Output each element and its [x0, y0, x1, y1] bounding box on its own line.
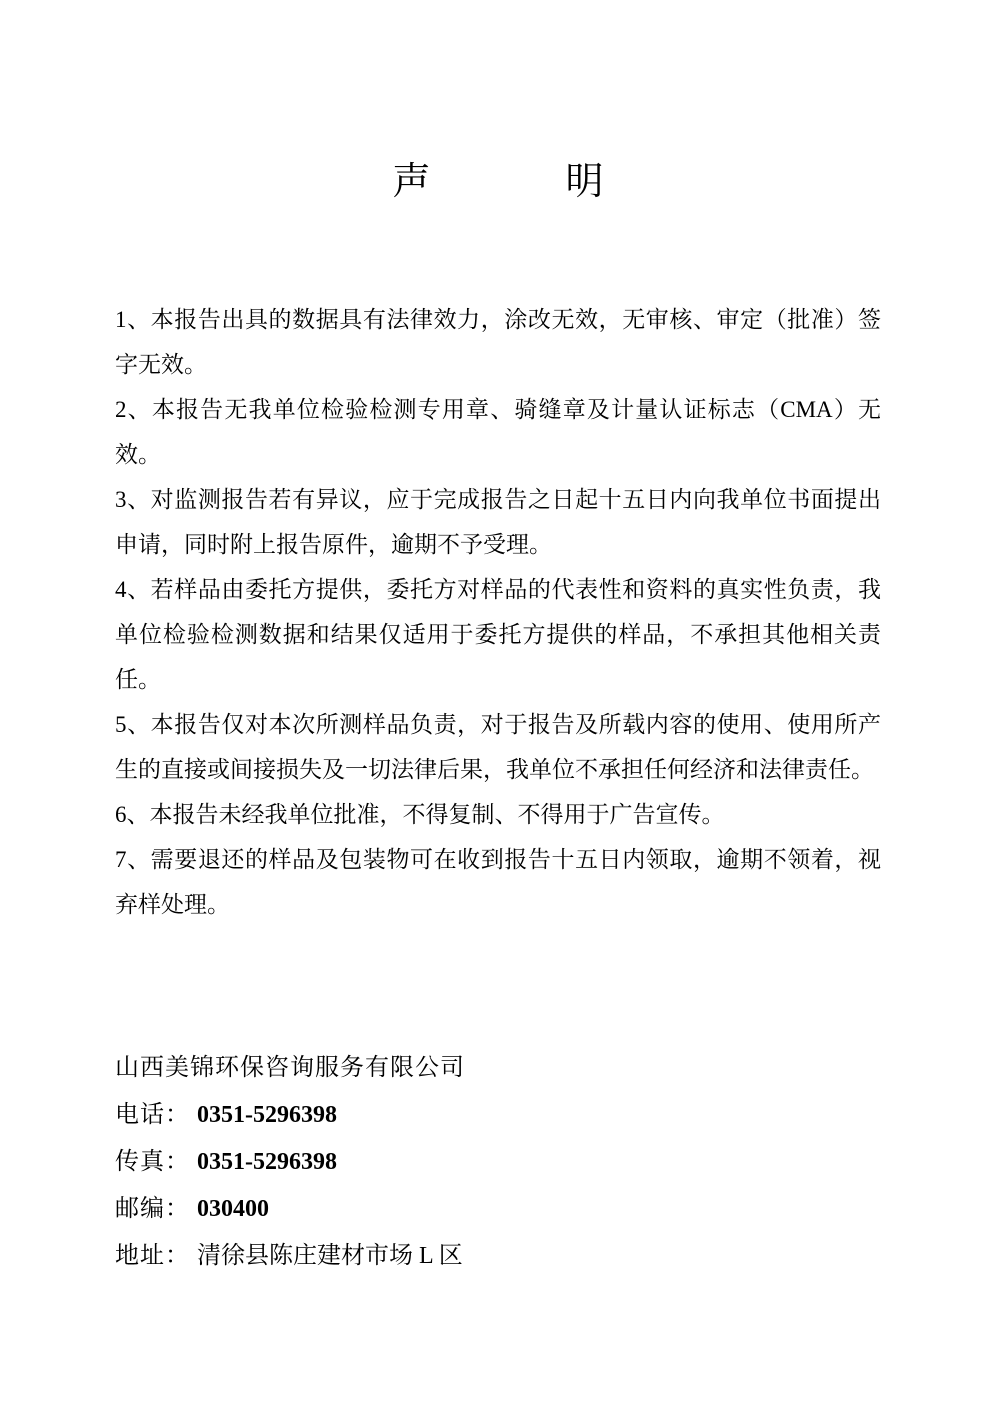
contact-row-phone	[115, 1092, 881, 1139]
statement-paragraph-6: 6、本报告未经我单位批准，不得复制、不得用于广告宣传。	[115, 802, 725, 827]
contact-label-phone: 电话：	[115, 1102, 190, 1128]
contact-row-postcode	[115, 1186, 881, 1233]
contact-value-fax: 0351-5296398	[197, 1149, 337, 1175]
contact-label-address: 地址：	[115, 1243, 190, 1269]
contact-value-address: 清徐县陈庄建材市场 L 区	[197, 1243, 463, 1269]
statement-paragraph-3: 3、对监测报告若有异议，应于完成报告之日起十五日内向我单位书面提出申请，同时附上报告原件，逾期不予受理。	[115, 487, 881, 557]
contact-value-postcode: 030400	[197, 1196, 269, 1222]
company-name: 山西美锦环保咨询服务有限公司	[115, 1055, 465, 1081]
contact-value-phone: 0351-5296398	[197, 1102, 337, 1128]
contact-label-fax: 传真：	[115, 1149, 190, 1175]
statement-paragraph-4: 4、若样品由委托方提供，委托方对样品的代表性和资料的真实性负责，我单位检验检测数据和结果仅适用于委托方提供的样品，不承担其他相关责任。	[115, 577, 881, 692]
statement-body	[115, 297, 881, 927]
contact-row-fax	[115, 1139, 881, 1186]
company-info	[115, 1045, 881, 1280]
statement-paragraph-5: 5、本报告仅对本次所测样品负责，对于报告及所载内容的使用、使用所产生的直接或间接损失及一切法律后果，我单位不承担任何经济和法律责任。	[115, 712, 881, 782]
statement-paragraph-7: 7、需要退还的样品及包装物可在收到报告十五日内领取，逾期不领着，视弃样处理。	[115, 847, 881, 917]
statement-paragraph-1: 1、本报告出具的数据具有法律效力，涂改无效，无审核、审定（批准）签字无效。	[115, 307, 881, 377]
statement-paragraph-2: 2、本报告无我单位检验检测专用章、骑缝章及计量认证标志（CMA）无效。	[115, 397, 881, 467]
contact-row-address	[115, 1233, 881, 1280]
title-char-left: 声	[392, 161, 431, 203]
document-title	[115, 163, 881, 201]
title-char-right: 明	[565, 161, 604, 203]
contact-label-postcode: 邮编：	[115, 1196, 190, 1222]
